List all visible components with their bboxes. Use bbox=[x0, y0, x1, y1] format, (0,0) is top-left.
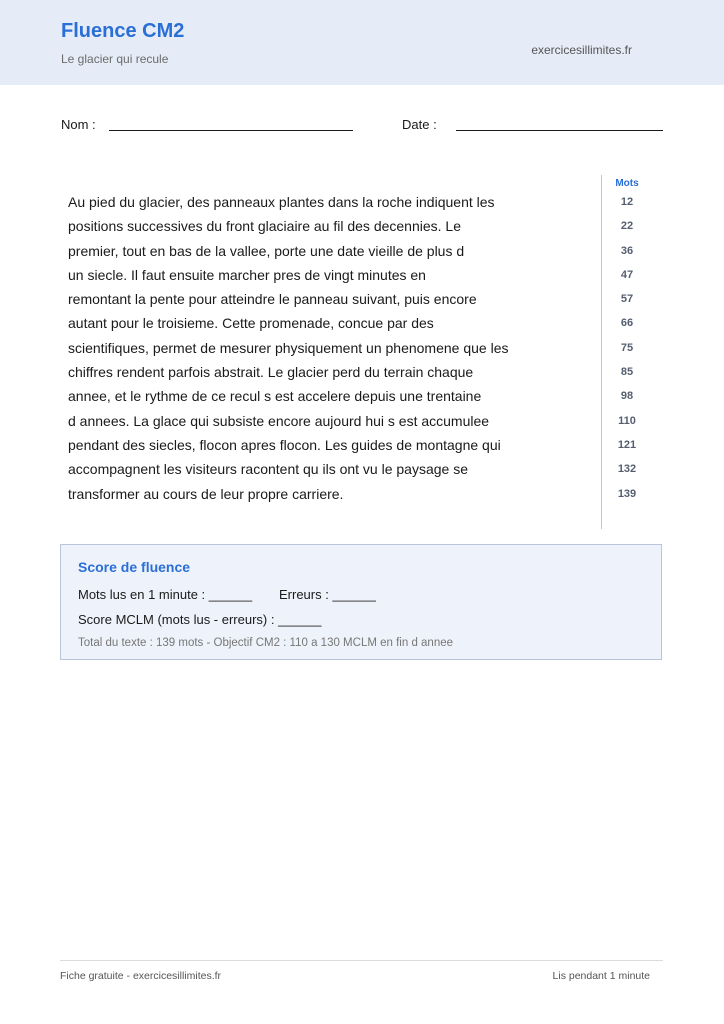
word-count: 85 bbox=[620, 366, 634, 379]
text-line: positions successives du front glaciaire au fil des decennies. Le bbox=[68, 218, 461, 235]
footer-source: Fiche gratuite - exercicesillimites.fr bbox=[60, 970, 222, 982]
text-line: chiffres rendent parfois abstrait. Le glacier perd du terrain chaque bbox=[68, 364, 474, 381]
text-line: premier, tout en bas de la vallee, porte une date vieille de plus d bbox=[68, 242, 465, 259]
word-count: 75 bbox=[620, 341, 634, 354]
text-line: autant pour le troisieme. Cette promenade, concue par des bbox=[68, 315, 434, 332]
text-line: accompagnent les visiteurs racontent qu ils ont vu le paysage se bbox=[68, 461, 469, 478]
word-count: 57 bbox=[620, 293, 634, 306]
name-label: Nom : bbox=[61, 117, 96, 132]
word-count: 36 bbox=[620, 244, 634, 257]
score-note: Total du texte : 139 mots - Objectif CM2 : 110 a 130 MCLM en fin d annee bbox=[78, 637, 454, 649]
word-count: 132 bbox=[617, 463, 637, 476]
name-field[interactable] bbox=[109, 130, 353, 131]
page-title: Fluence CM2 bbox=[61, 20, 185, 42]
text-line: un siecle. Il faut ensuite marcher pres de vingt minutes en bbox=[68, 266, 426, 283]
text-line: remontant la pente pour atteindre le panneau suivant, puis encore bbox=[68, 291, 477, 308]
page-header bbox=[0, 0, 724, 85]
text-line: Au pied du glacier, des panneaux plantes dans la roche indiquent les bbox=[68, 194, 495, 210]
score-box bbox=[60, 544, 662, 660]
mclm-score-field[interactable]: Score MCLM (mots lus - erreurs) : ______ bbox=[78, 612, 322, 627]
footer-instruction: Lis pendant 1 minute bbox=[552, 970, 650, 982]
count-divider bbox=[601, 175, 602, 529]
word-count: 66 bbox=[620, 317, 634, 330]
word-count: 12 bbox=[620, 196, 634, 208]
word-count-column bbox=[606, 190, 648, 506]
text-line: pendant des siecles, flocon apres flocon. Les guides de montagne qui bbox=[68, 436, 501, 453]
text-line: scientifiques, permet de mesurer physiquement un phenomene que les bbox=[68, 339, 509, 356]
word-count: 98 bbox=[620, 390, 634, 403]
score-title: Score de fluence bbox=[78, 559, 191, 575]
errors-field[interactable]: Erreurs : ______ bbox=[279, 587, 376, 602]
text-line: d annees. La glace qui subsiste encore aujourd hui s est accumulee bbox=[68, 412, 490, 429]
word-count: 139 bbox=[617, 487, 637, 500]
words-read-field[interactable]: Mots lus en 1 minute : ______ bbox=[78, 587, 253, 602]
date-label: Date : bbox=[402, 117, 437, 132]
word-count-header: Mots bbox=[615, 178, 639, 189]
word-count: 110 bbox=[618, 414, 636, 427]
word-count: 47 bbox=[620, 268, 634, 281]
date-field[interactable] bbox=[456, 130, 663, 131]
word-count: 22 bbox=[620, 220, 634, 233]
word-count: 121 bbox=[617, 438, 637, 451]
text-line: transformer au cours de leur propre carriere. bbox=[68, 485, 344, 502]
footer-divider bbox=[60, 960, 663, 961]
reading-text bbox=[68, 190, 588, 506]
text-line: annee, et le rythme de ce recul s est accelere depuis une trentaine bbox=[68, 388, 482, 405]
site-name: exercicesillimites.fr bbox=[531, 43, 632, 57]
page-subtitle: Le glacier qui recule bbox=[61, 52, 169, 66]
